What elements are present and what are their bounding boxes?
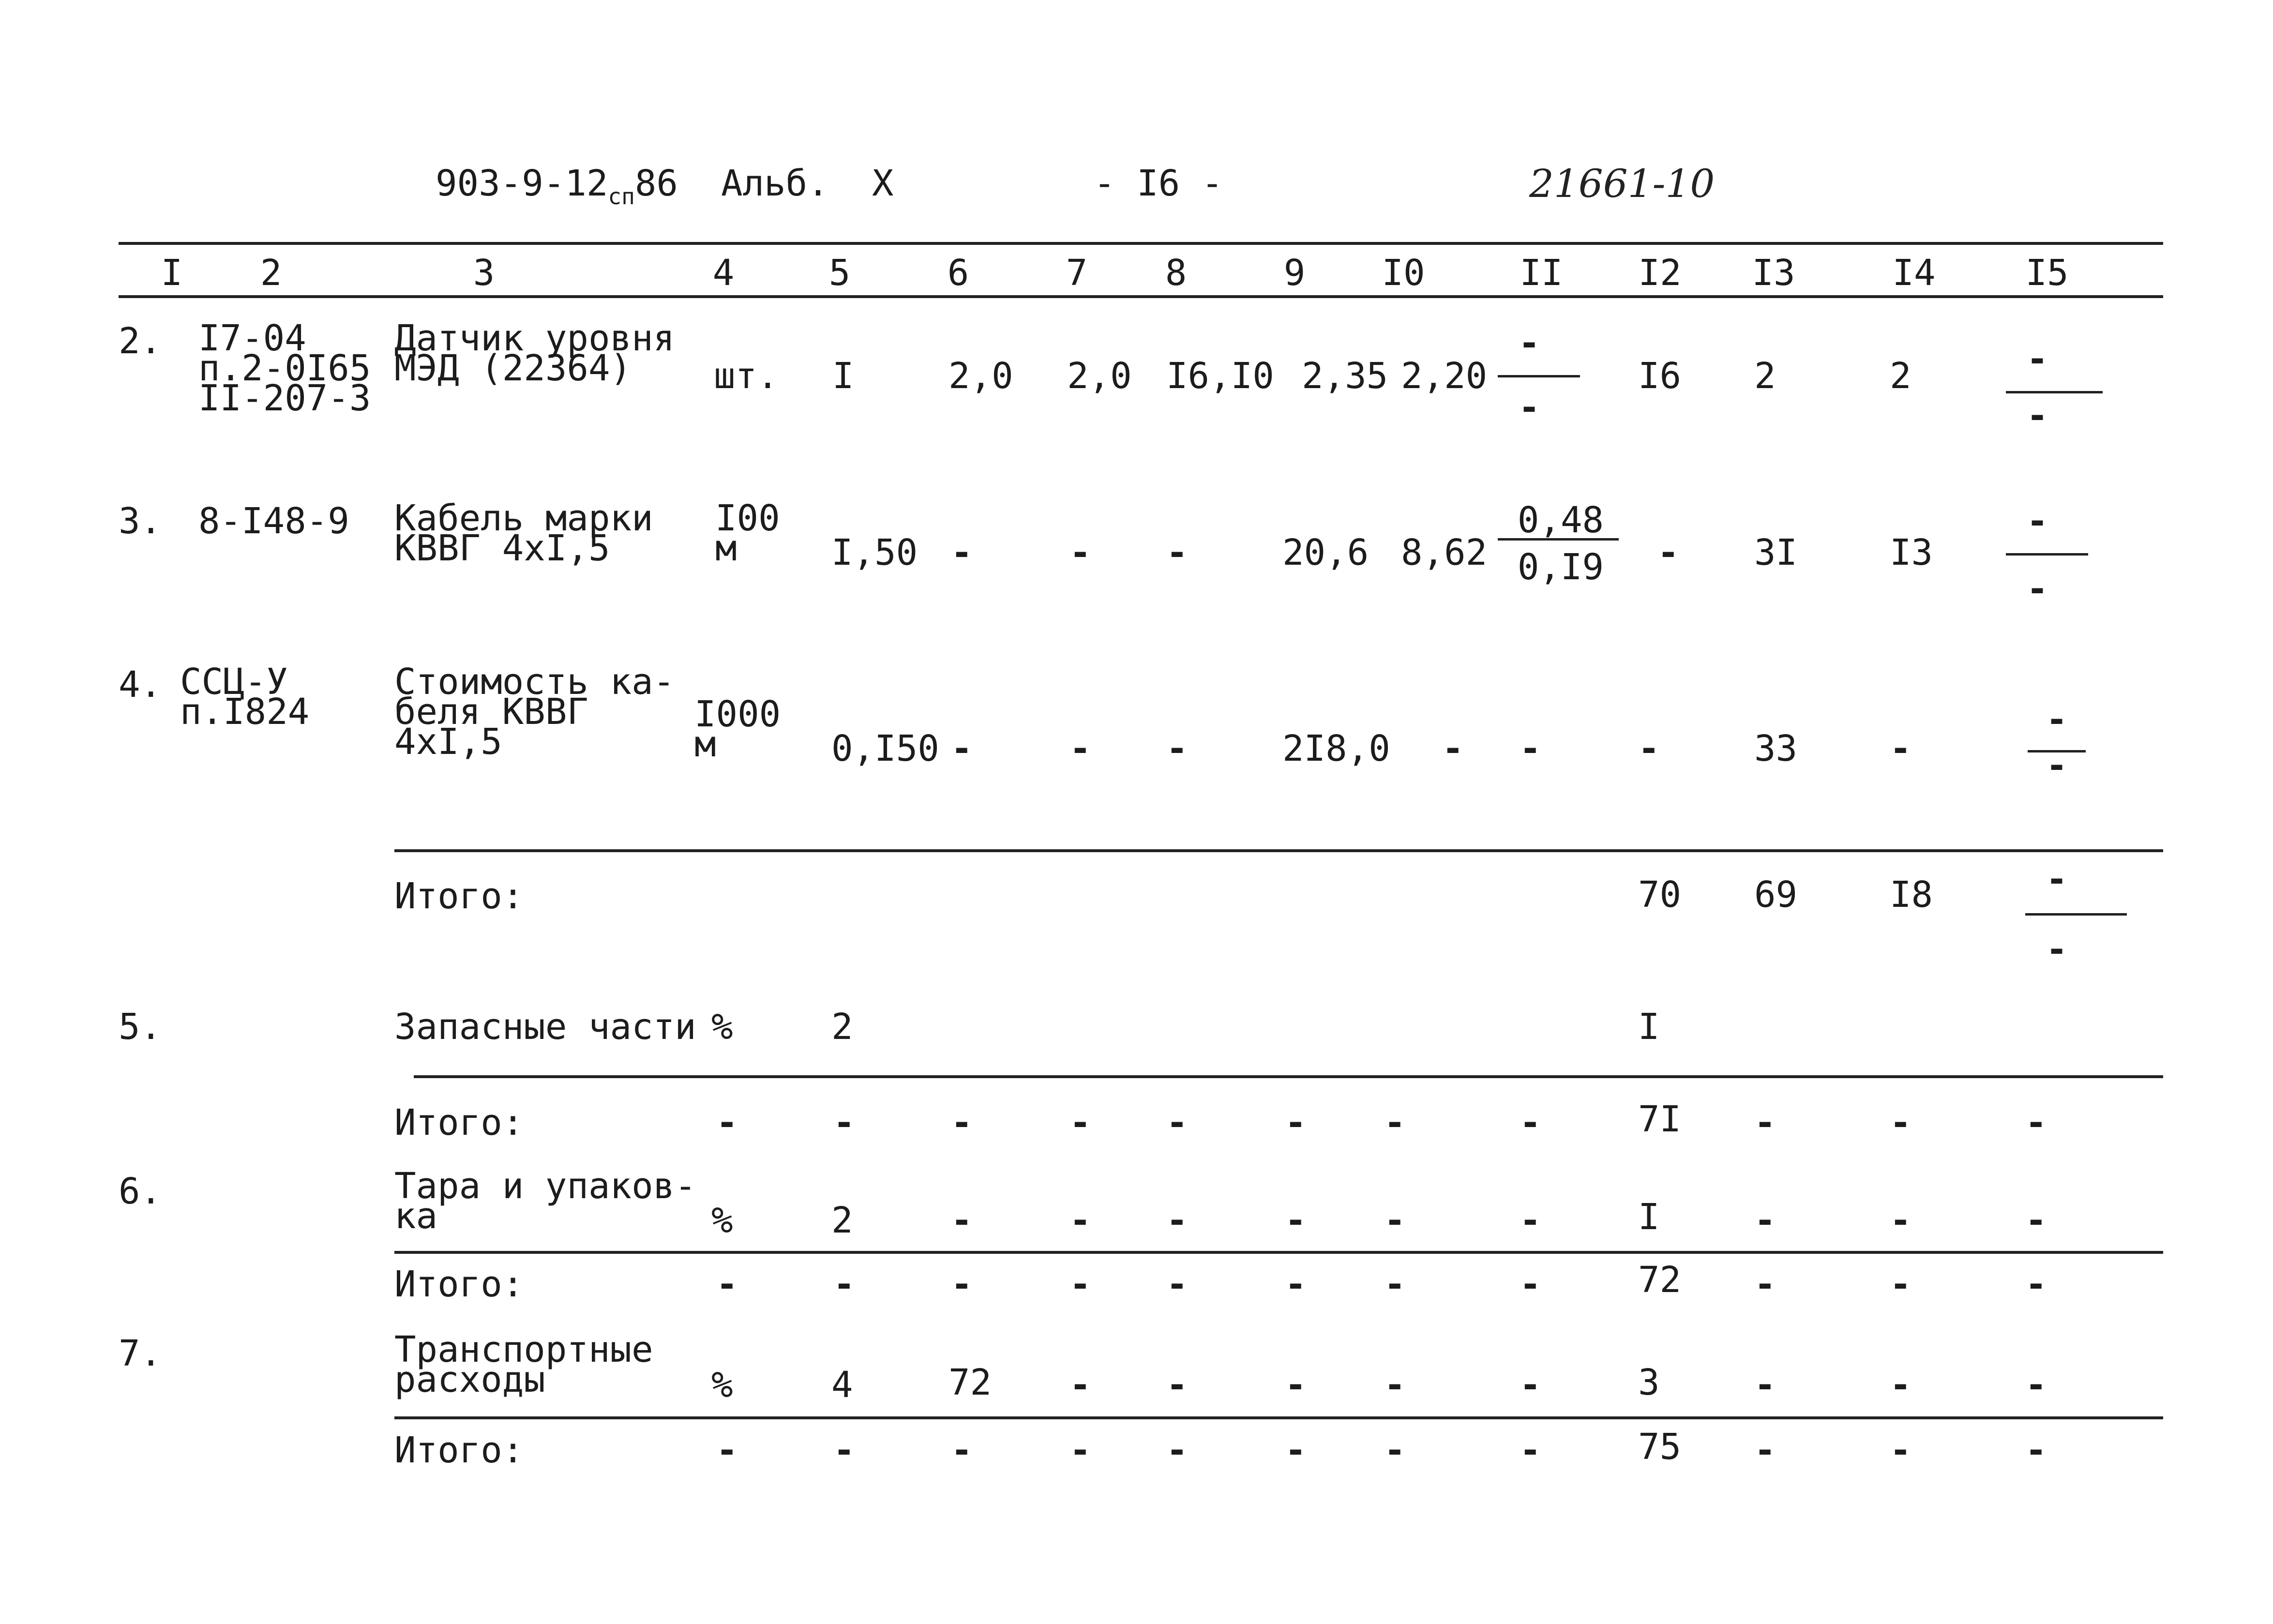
cell-c12: - (1657, 532, 1679, 573)
fraction-numerator: - (1518, 322, 1540, 364)
cell-c8: - (1166, 1200, 1188, 1241)
cell-c6: - (951, 1429, 973, 1471)
document-code-subscript: сп (608, 183, 635, 210)
cell-c9: - (1285, 1429, 1307, 1471)
row-number: 2. (119, 320, 162, 362)
row-number: 7. (119, 1333, 162, 1374)
item-name: Тара и упаков- ка (394, 1165, 696, 1237)
fraction-denominator: - (2026, 395, 2048, 436)
cell-c7: - (1069, 1200, 1091, 1241)
price-code: I7-04 п.2-0I65 II-207-3 (198, 317, 371, 419)
cell-c10: 2,20 (1401, 355, 1488, 397)
cell-c6: 72 (948, 1362, 992, 1403)
fraction-bar (2006, 391, 2103, 393)
cell-c12: 70 (1638, 874, 1682, 916)
fraction-denominator: - (2046, 745, 2068, 786)
row-number: 3. (119, 500, 162, 542)
column-header: 3 (473, 252, 495, 294)
cell-c13: - (1754, 1364, 1776, 1406)
cell-c9: - (1285, 1200, 1307, 1241)
cell-c11: - (1520, 728, 1541, 769)
cell-c6: - (951, 1263, 973, 1305)
cell-c11: - (1520, 1263, 1541, 1305)
cell-c7: - (1069, 1102, 1091, 1143)
cell-c5: - (833, 1263, 855, 1305)
cell-c7: - (1069, 1364, 1091, 1406)
column-header: 5 (828, 252, 851, 294)
unit: % (711, 1006, 733, 1048)
cell-c13: 3I (1754, 532, 1798, 573)
column-header: I0 (1382, 252, 1425, 294)
quantity: I,50 (831, 532, 918, 573)
cell-c11: - (1520, 1364, 1541, 1406)
cell-c11: - (1520, 1200, 1541, 1241)
cell-c6: - (951, 1200, 973, 1241)
cell-c10: - (1384, 1263, 1406, 1305)
fraction-bar (1498, 538, 1619, 541)
subtotal-rule (394, 1251, 2163, 1254)
cell-c12: 3 (1638, 1362, 1660, 1403)
cell-c12: 7I (1638, 1098, 1682, 1140)
cell-c13: - (1754, 1200, 1776, 1241)
fraction-denominator: 0,I9 (1517, 546, 1604, 588)
cell-c11: - (1520, 1102, 1541, 1143)
fraction-numerator: - (2026, 500, 2048, 542)
cell-c6: 2,0 (948, 355, 1013, 397)
cell-c10: - (1384, 1200, 1406, 1241)
row-number: 6. (119, 1171, 162, 1212)
cell-c12: - (1638, 728, 1660, 769)
cell-c8: - (1166, 532, 1188, 573)
row-number: 5. (119, 1006, 162, 1048)
fraction-bar (2006, 553, 2088, 556)
column-header: I4 (1892, 252, 1936, 294)
price-code: 8-I48-9 (198, 500, 349, 542)
subtotal-label: Итого: (394, 875, 524, 917)
cell-c13: - (1754, 1102, 1776, 1143)
cell-c7: - (1069, 1263, 1091, 1305)
cell-c5: - (833, 1429, 855, 1471)
archive-number: 21661-10 (1529, 161, 1715, 206)
item-name: Кабель марки КВВГ 4хI,5 (394, 497, 653, 569)
table-top-rule (119, 242, 2163, 245)
price-code: ССЦ-У п.I824 (180, 661, 310, 733)
cell-c8: - (1166, 728, 1188, 769)
quantity: 2 (831, 1006, 853, 1048)
cell-c4: - (716, 1263, 738, 1305)
quantity: 4 (831, 1364, 853, 1406)
column-header: 4 (712, 252, 735, 294)
cell-c15: - (2025, 1364, 2047, 1406)
subtotal-rule (394, 849, 2163, 852)
item-name: Датчик уровня МЭД (22364) (394, 317, 675, 389)
cell-c7: 2,0 (1067, 355, 1132, 397)
page-number: - I6 - (1094, 163, 1223, 204)
quantity: 2 (831, 1200, 853, 1241)
fraction-numerator: - (2026, 338, 2048, 380)
item-name: Стоимость ка- беля КВВГ 4хI,5 (394, 661, 675, 763)
column-header: 8 (1165, 252, 1187, 294)
cell-c14: - (1890, 1429, 1912, 1471)
cell-c13: 33 (1754, 728, 1798, 769)
cell-c7: - (1069, 532, 1091, 573)
cell-c14: - (1890, 1102, 1912, 1143)
cell-c14: - (1890, 728, 1912, 769)
cell-c13: 2 (1754, 355, 1776, 397)
column-header: 7 (1066, 252, 1088, 294)
unit: I000 м (694, 693, 781, 765)
album-label: Альб. X (721, 163, 894, 204)
cell-c10: - (1384, 1429, 1406, 1471)
cell-c14: - (1890, 1263, 1912, 1305)
cell-c14: I3 (1890, 532, 1933, 573)
cell-c11: - (1520, 1429, 1541, 1471)
fraction-numerator: - (2046, 858, 2068, 900)
cell-c13: - (1754, 1429, 1776, 1471)
column-header: 2 (260, 252, 282, 294)
item-name: Транспортные расходы (394, 1329, 653, 1400)
cell-c15: - (2025, 1102, 2047, 1143)
unit: шт. (714, 355, 779, 397)
cell-c5: - (833, 1102, 855, 1143)
column-header: I2 (1638, 252, 1682, 294)
cell-c14: - (1890, 1364, 1912, 1406)
header-bottom-rule (119, 295, 2163, 298)
cell-c10: 8,62 (1401, 532, 1488, 573)
column-header: I3 (1752, 252, 1795, 294)
column-header: I5 (2025, 252, 2069, 294)
cell-c12: 75 (1638, 1426, 1682, 1468)
cell-c14: - (1890, 1200, 1912, 1241)
subtotal-label: Итого: (394, 1429, 524, 1471)
cell-c10: - (1442, 728, 1464, 769)
cell-c12: I6 (1638, 355, 1682, 397)
cell-c12: 72 (1638, 1259, 1682, 1301)
fraction-numerator: 0,48 (1517, 499, 1604, 541)
column-header: I (161, 252, 183, 294)
cell-c6: - (951, 1102, 973, 1143)
fraction-numerator: - (2046, 699, 2068, 740)
cell-c14: I8 (1890, 874, 1933, 916)
fraction-denominator: - (2026, 568, 2048, 610)
column-header: 6 (947, 252, 969, 294)
fraction-bar (2025, 913, 2127, 916)
quantity: I (832, 355, 854, 397)
cell-c9: 2I8,0 (1282, 728, 1390, 769)
cell-c4: - (716, 1429, 738, 1471)
cell-c15: - (2025, 1263, 2047, 1305)
cell-c9: 2,35 (1302, 355, 1388, 397)
cell-c15: - (2025, 1429, 2047, 1471)
cell-c8: - (1166, 1263, 1188, 1305)
cell-c9: - (1285, 1364, 1307, 1406)
subtotal-label: Итого: (394, 1102, 524, 1143)
cell-c4: - (716, 1102, 738, 1143)
cell-c13: 69 (1754, 874, 1798, 916)
cell-c13: - (1754, 1263, 1776, 1305)
cell-c12: I (1638, 1196, 1660, 1238)
cell-c10: - (1384, 1102, 1406, 1143)
cell-c12: I (1638, 1006, 1660, 1048)
item-name: Запасные части (394, 1006, 696, 1048)
fraction-bar (1498, 375, 1580, 377)
unit: % (711, 1200, 733, 1241)
quantity: 0,I50 (831, 728, 939, 769)
cell-c10: - (1384, 1364, 1406, 1406)
fraction-denominator: - (2046, 929, 2068, 970)
unit: I00 м (715, 497, 780, 569)
column-header: 9 (1283, 252, 1306, 294)
cell-c6: - (951, 728, 973, 769)
cell-c8: I6,I0 (1166, 355, 1274, 397)
cell-c9: - (1285, 1263, 1307, 1305)
unit: % (711, 1364, 733, 1406)
cell-c8: - (1166, 1429, 1188, 1471)
cell-c6: - (951, 532, 973, 573)
cell-c14: 2 (1890, 355, 1912, 397)
subtotal-rule (394, 1416, 2163, 1419)
cell-c7: - (1069, 728, 1091, 769)
cell-c9: - (1285, 1102, 1307, 1143)
cell-c7: - (1069, 1429, 1091, 1471)
cell-c8: - (1166, 1364, 1188, 1406)
column-header: II (1520, 252, 1563, 294)
subtotal-rule (414, 1075, 2163, 1078)
cell-c9: 20,6 (1282, 532, 1369, 573)
fraction-denominator: - (1518, 387, 1540, 428)
subtotal-label: Итого: (394, 1263, 524, 1305)
cell-c15: - (2025, 1200, 2047, 1241)
cell-c8: - (1166, 1102, 1188, 1143)
document-code: $903-9-12_{сп}86$ (436, 163, 678, 210)
row-number: 4. (119, 664, 162, 706)
